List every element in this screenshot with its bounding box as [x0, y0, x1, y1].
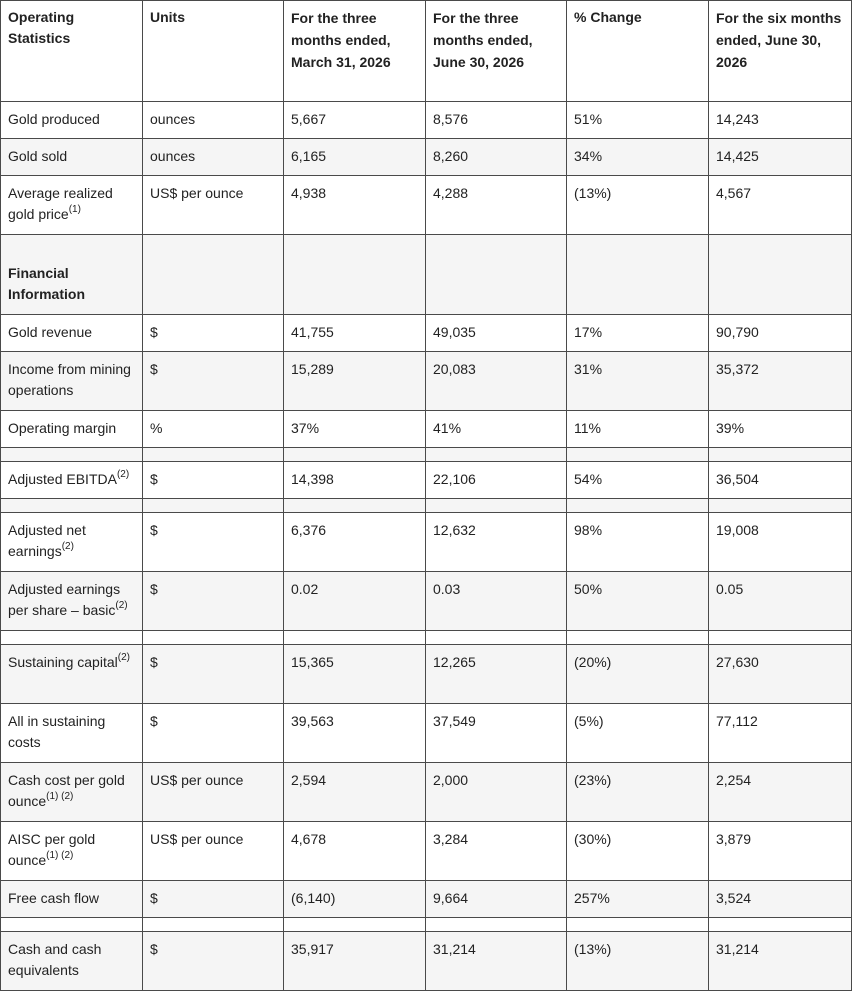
- row-units: $: [143, 645, 284, 704]
- row-label: [1, 572, 143, 631]
- row-q2-value: 2,000: [426, 763, 567, 822]
- row-change-value: 50%: [567, 572, 709, 631]
- footnote-ref: (1): [68, 204, 81, 216]
- row-q1-value: 15,289: [284, 352, 426, 411]
- spacer-row: [1, 448, 852, 462]
- row-units: $: [143, 881, 284, 918]
- row-label: Gold produced: [1, 102, 143, 139]
- row-label: [1, 176, 143, 235]
- row-label: Gold sold: [1, 139, 143, 176]
- row-adjusted-ebitda: [1, 462, 852, 499]
- row-six-month-value: 27,630: [709, 645, 852, 704]
- row-gold-revenue: [1, 315, 852, 352]
- row-six-month-value: 90,790: [709, 315, 852, 352]
- footnote-ref: (2): [115, 600, 128, 612]
- row-units: $: [143, 932, 284, 991]
- footnote-ref: (1) (2): [46, 850, 74, 862]
- row-cash-cost-per-gold-ounce: [1, 763, 852, 822]
- row-q2-value: 8,260: [426, 139, 567, 176]
- empty-cell: [143, 235, 284, 315]
- row-units: ounces: [143, 102, 284, 139]
- row-units: $: [143, 704, 284, 763]
- header-q1-2026: For the three months ended, March 31, 2026: [284, 1, 426, 102]
- row-q1-value: 5,667: [284, 102, 426, 139]
- row-change-value: 54%: [567, 462, 709, 499]
- row-six-month-value: 39%: [709, 411, 852, 448]
- footnote-ref: (2): [61, 541, 74, 553]
- row-q1-value: 39,563: [284, 704, 426, 763]
- row-change-value: (5%): [567, 704, 709, 763]
- row-cash-and-cash-equivalents: [1, 932, 852, 991]
- row-change-value: 11%: [567, 411, 709, 448]
- row-income-from-mining-operations: [1, 352, 852, 411]
- header-row: [1, 1, 852, 102]
- row-change-value: (13%): [567, 176, 709, 235]
- row-units: US$ per ounce: [143, 763, 284, 822]
- row-gold-sold: [1, 139, 852, 176]
- row-change-value: 34%: [567, 139, 709, 176]
- row-units: $: [143, 352, 284, 411]
- row-q1-value: 41,755: [284, 315, 426, 352]
- row-adjusted-eps-basic: [1, 572, 852, 631]
- row-change-value: 17%: [567, 315, 709, 352]
- row-six-month-value: 0.05: [709, 572, 852, 631]
- row-gold-produced: [1, 102, 852, 139]
- row-label: All in sustaining costs: [1, 704, 143, 763]
- row-units: ounces: [143, 139, 284, 176]
- row-q2-value: 41%: [426, 411, 567, 448]
- row-six-month-value: 2,254: [709, 763, 852, 822]
- row-sustaining-capital: [1, 645, 852, 704]
- row-label-text: AISC per gold ounce: [8, 831, 96, 868]
- row-label-text: Adjusted earnings per share – basic: [8, 581, 121, 618]
- row-q1-value: 37%: [284, 411, 426, 448]
- row-units: $: [143, 572, 284, 631]
- row-q2-value: 20,083: [426, 352, 567, 411]
- row-free-cash-flow: [1, 881, 852, 918]
- footnote-ref: (2): [116, 469, 130, 481]
- header-q2-2026: For the three months ended, June 30, 2026: [426, 1, 567, 102]
- row-units: $: [143, 462, 284, 499]
- row-financial-information-heading: [1, 235, 852, 315]
- row-change-value: (20%): [567, 645, 709, 704]
- row-units: $: [143, 513, 284, 572]
- header-units: Units: [143, 1, 284, 102]
- row-q1-value: 14,398: [284, 462, 426, 499]
- spacer-row: [1, 918, 852, 932]
- spacer-row: [1, 631, 852, 645]
- header-percent-change: % Change: [567, 1, 709, 102]
- row-q2-value: 22,106: [426, 462, 567, 499]
- row-six-month-value: 31,214: [709, 932, 852, 991]
- row-q1-value: 6,165: [284, 139, 426, 176]
- row-label: Free cash flow: [1, 881, 143, 918]
- empty-cell: [567, 235, 709, 315]
- header-operating-statistics: Operating Statistics: [1, 1, 143, 102]
- row-q1-value: 35,917: [284, 932, 426, 991]
- row-q2-value: 8,576: [426, 102, 567, 139]
- row-change-value: 51%: [567, 102, 709, 139]
- row-q2-value: 31,214: [426, 932, 567, 991]
- row-q2-value: 4,288: [426, 176, 567, 235]
- row-change-value: 31%: [567, 352, 709, 411]
- row-label: [1, 513, 143, 572]
- row-q2-value: 9,664: [426, 881, 567, 918]
- row-six-month-value: 36,504: [709, 462, 852, 499]
- row-q1-value: (6,140): [284, 881, 426, 918]
- row-q1-value: 0.02: [284, 572, 426, 631]
- row-adjusted-net-earnings: [1, 513, 852, 572]
- row-label: Operating margin: [1, 411, 143, 448]
- row-q2-value: 37,549: [426, 704, 567, 763]
- row-six-month-value: 4,567: [709, 176, 852, 235]
- row-label: Income from mining operations: [1, 352, 143, 411]
- row-label: [1, 763, 143, 822]
- row-units: US$ per ounce: [143, 176, 284, 235]
- row-all-in-sustaining-costs: [1, 704, 852, 763]
- row-label: [1, 645, 143, 704]
- row-six-month-value: 3,524: [709, 881, 852, 918]
- row-six-month-value: 19,008: [709, 513, 852, 572]
- row-q2-value: 3,284: [426, 822, 567, 881]
- row-label-text: Sustaining capital: [8, 654, 118, 670]
- row-label: [1, 822, 143, 881]
- spacer-row: [1, 499, 852, 513]
- footnote-ref: (2): [117, 652, 130, 664]
- row-change-value: (23%): [567, 763, 709, 822]
- row-average-realized-gold-price: [1, 176, 852, 235]
- section-heading: Financial Information: [1, 235, 143, 315]
- row-change-value: 257%: [567, 881, 709, 918]
- row-six-month-value: 35,372: [709, 352, 852, 411]
- row-q1-value: 4,938: [284, 176, 426, 235]
- row-label-text: Adjusted net earnings: [8, 522, 86, 559]
- row-q1-value: 6,376: [284, 513, 426, 572]
- row-change-value: (30%): [567, 822, 709, 881]
- row-label: Cash and cash equivalents: [1, 932, 143, 991]
- row-label-text: Adjusted EBITDA: [8, 471, 117, 487]
- row-operating-margin: [1, 411, 852, 448]
- row-q2-value: 49,035: [426, 315, 567, 352]
- row-label: Gold revenue: [1, 315, 143, 352]
- row-aisc-per-gold-ounce: [1, 822, 852, 881]
- row-units: US$ per ounce: [143, 822, 284, 881]
- row-label-text: Average realized gold price: [8, 185, 113, 222]
- row-q2-value: 12,265: [426, 645, 567, 704]
- row-six-month-value: 77,112: [709, 704, 852, 763]
- row-q2-value: 0.03: [426, 572, 567, 631]
- row-q2-value: 12,632: [426, 513, 567, 572]
- empty-cell: [709, 235, 852, 315]
- row-label: [1, 462, 143, 499]
- empty-cell: [426, 235, 567, 315]
- row-six-month-value: 3,879: [709, 822, 852, 881]
- row-change-value: (13%): [567, 932, 709, 991]
- row-six-month-value: 14,243: [709, 102, 852, 139]
- row-q1-value: 15,365: [284, 645, 426, 704]
- row-label-text: Cash cost per gold ounce: [8, 772, 125, 809]
- row-six-month-value: 14,425: [709, 139, 852, 176]
- row-units: %: [143, 411, 284, 448]
- row-change-value: 98%: [567, 513, 709, 572]
- empty-cell: [284, 235, 426, 315]
- row-q1-value: 2,594: [284, 763, 426, 822]
- row-units: $: [143, 315, 284, 352]
- header-six-months-2026: For the six months ended, June 30, 2026: [709, 1, 852, 102]
- footnote-ref: (1) (2): [46, 791, 74, 803]
- row-q1-value: 4,678: [284, 822, 426, 881]
